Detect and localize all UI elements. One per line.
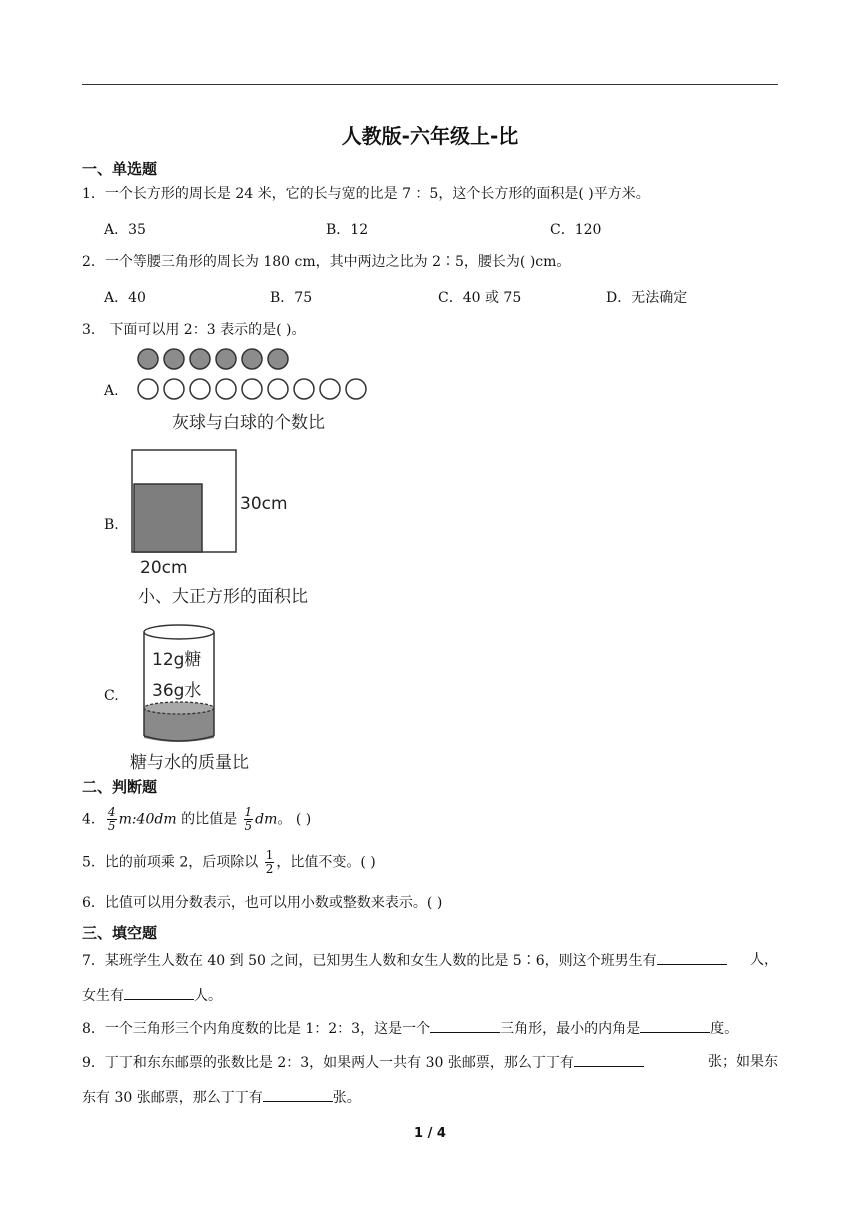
question-5	[82, 849, 782, 876]
q9-blank-dingding-2[interactable]	[263, 1087, 333, 1102]
q3-option-b-label: B.	[104, 517, 119, 533]
section-heading-single-choice: 一、单选题	[82, 160, 158, 178]
question-2: 2．一个等腰三角形的周长为 180 cm，其中两边之比为 2∶5，腰长为( )cm。	[82, 254, 571, 270]
q1-option-b: B．12	[326, 222, 369, 238]
q3-option-c-label: C.	[104, 688, 119, 704]
white-balls	[138, 379, 366, 399]
question-9: 9．丁丁和东东邮票的张数比是 2：3，如果两人一共有 30 张邮票，那么丁丁有 张；如果东 东有 30 张邮票，那么丁丁有 张。	[82, 1054, 778, 1106]
q2-option-d: D．无法确定	[606, 290, 688, 306]
q3-option-a-label: A.	[104, 383, 119, 399]
gray-balls	[138, 349, 288, 369]
q2-option-c: C．40 或 75	[438, 290, 522, 306]
liquid-surface	[144, 702, 214, 714]
q4-unit-1: dm	[154, 811, 177, 828]
q3-option-c-sugar-label: 12g糖	[152, 650, 202, 670]
cup-rim	[144, 625, 214, 639]
q3-option-b-side-label: 30cm	[240, 494, 288, 514]
q2-option-a: A．40	[104, 290, 146, 306]
q7-blank-boys[interactable]	[657, 950, 727, 965]
question-3: 3． 下面可以用 2：3 表示的是( )。	[82, 322, 306, 338]
q3-option-c-caption: 糖与水的质量比	[130, 753, 249, 773]
question-6: 6．比值可以用分数表示，也可以用小数或整数来表示。( )	[82, 895, 443, 911]
q4-number: 4．	[82, 811, 105, 828]
q5-fraction-one-half: $\frac{1}{2}$	[265, 848, 274, 876]
question-7: 7．某班学生人数在 40 到 50 之间，已知男生人数和女生人数的比是 5∶6，则这个班男生有 人， 女生有 人。	[82, 952, 778, 1004]
q2-option-b: B．75	[270, 290, 313, 306]
q8-blank-triangle-type[interactable]	[430, 1018, 500, 1033]
page-title: 人教版-六年级上-比	[341, 124, 519, 148]
q4-fraction-four-fifths: $\frac{4}{5}$	[107, 805, 116, 833]
q3-option-b-caption: 小、大正方形的面积比	[138, 587, 308, 607]
page-number: 1 / 4	[414, 1126, 446, 1141]
q3-option-b-bottom-label: 20cm	[140, 558, 188, 578]
q5-head: 5．比的前项乘 2，后项除以	[82, 854, 263, 871]
q5-tail: ，比值不变。( )	[276, 854, 376, 871]
section-heading-true-false: 二、判断题	[82, 778, 158, 796]
question-4	[82, 806, 782, 833]
q4-unit-2: dm	[255, 811, 278, 828]
q4-ratio-mid: m:40	[118, 811, 155, 828]
question-8: 8．一个三角形三个内角度数的比是 1：2：3，这是一个 三角形，最小的内角是 度。	[82, 1018, 778, 1039]
q1-option-c: C．120	[550, 222, 602, 238]
question-1: 1．一个长方形的周长是 24 米，它的长与宽的比是 7 ：5，这个长方形的面积是( )平方米。	[82, 186, 650, 202]
q7-blank-girls[interactable]	[124, 985, 194, 1000]
q1-option-a: A．35	[104, 222, 146, 238]
small-square	[134, 484, 202, 552]
q3-option-b-squares-figure	[130, 448, 240, 556]
q8-blank-smallest-angle[interactable]	[640, 1018, 710, 1033]
q3-option-a-balls-figure	[134, 346, 374, 408]
q3-option-c-water-label: 36g水	[152, 681, 202, 701]
q4-fraction-one-fifth: $\frac{1}{5}$	[244, 805, 253, 833]
q4-text: 的比值是	[176, 811, 242, 828]
section-heading-fill-blank: 三、填空题	[82, 924, 158, 942]
q3-option-a-caption: 灰球与白球的个数比	[172, 413, 325, 433]
top-rule	[82, 84, 778, 85]
q9-blank-dingding-1[interactable]	[574, 1052, 644, 1067]
q4-tail: 。 ( )	[277, 811, 312, 828]
